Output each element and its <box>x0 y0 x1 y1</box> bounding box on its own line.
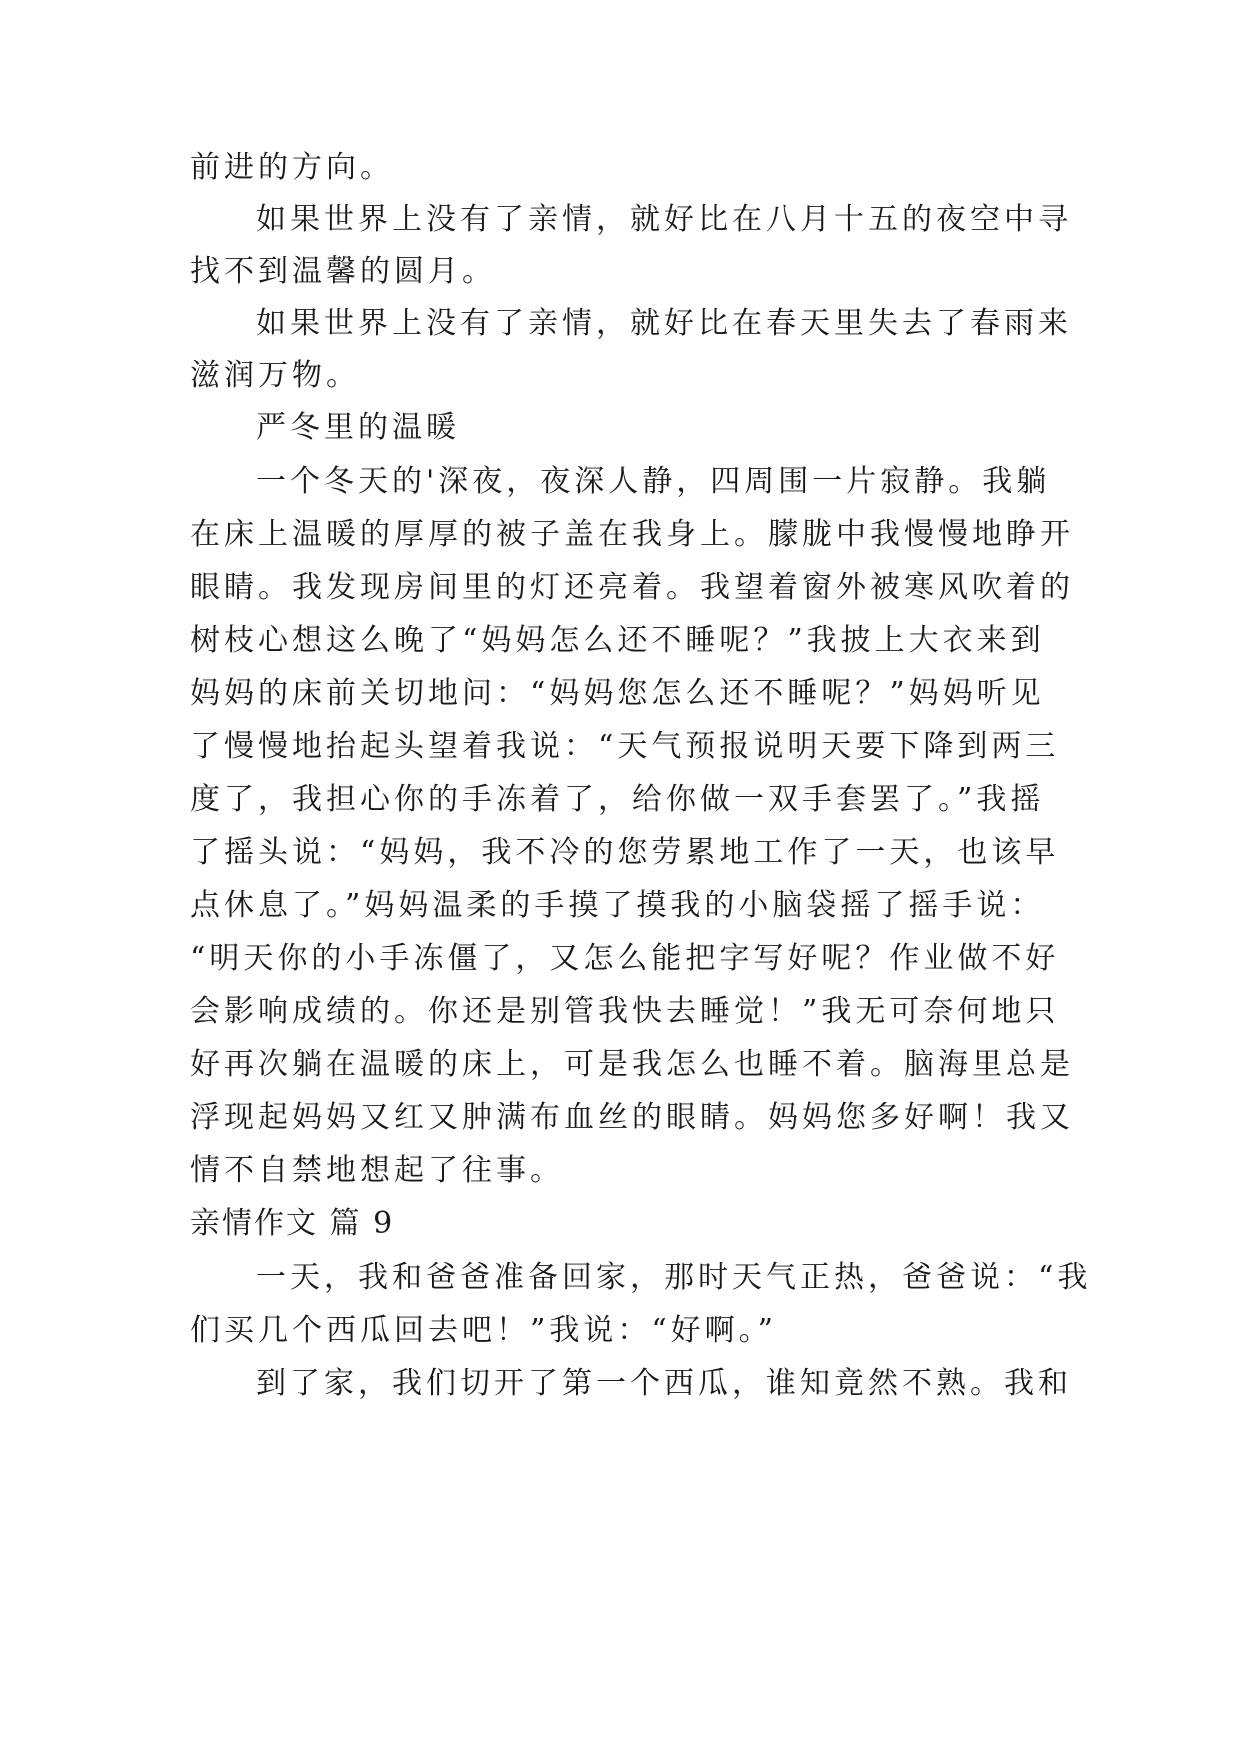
paragraph-line: 前进的方向。 <box>190 150 394 185</box>
paragraph-line: 了摇头说：“妈妈，我不冷的您劳累地工作了一天，也该早 <box>190 835 1060 870</box>
paragraph-line: 找不到温馨的圆月。 <box>190 254 496 289</box>
paragraph-line: 了慢慢地抬起头望着我说：“天气预报说明天要下降到两三 <box>190 729 1060 764</box>
paragraph-line: 们买几个西瓜回去吧！”我说：“好啊。” <box>190 1313 778 1348</box>
paragraph-line: 浮现起妈妈又红又肿满布血丝的眼睛。妈妈您多好啊！我又 <box>190 1100 1074 1135</box>
paragraph-line: 好再次躺在温暖的床上，可是我怎么也睡不着。脑海里总是 <box>190 1047 1074 1082</box>
article-heading: 亲情作文 篇 9 <box>190 1206 395 1241</box>
paragraph-line: 度了，我担心你的手冻着了，给你做一双手套罢了。”我摇 <box>190 782 1045 817</box>
paragraph-line: 一天，我和爸爸准备回家，那时天气正热，爸爸说：“我 <box>256 1260 1092 1295</box>
paragraph-line: 滋润万物。 <box>190 358 360 393</box>
paragraph-line: 点休息了。”妈妈温柔的手摸了摸我的小脑袋摇了摇手说： <box>190 888 1045 923</box>
paragraph-line: 树枝心想这么晚了“妈妈怎么还不睡呢？”我披上大衣来到 <box>190 623 1045 658</box>
paragraph-line: 在床上温暖的厚厚的被子盖在我身上。朦胧中我慢慢地睁开 <box>190 517 1074 552</box>
section-title: 严冬里的温暖 <box>256 410 460 445</box>
paragraph-line: 如果世界上没有了亲情，就好比在春天里失去了春雨来 <box>256 306 1072 341</box>
paragraph-line: 会影响成绩的。你还是别管我快去睡觉！”我无可奈何地只 <box>190 994 1060 1029</box>
paragraph-line: 如果世界上没有了亲情，就好比在八月十五的夜空中寻 <box>256 202 1072 237</box>
paragraph-line: 眼睛。我发现房间里的灯还亮着。我望着窗外被寒风吹着的 <box>190 570 1074 605</box>
paragraph-line: 情不自禁地想起了往事。 <box>190 1153 564 1188</box>
paragraph-line: 妈妈的床前关切地问：“妈妈您怎么还不睡呢？”妈妈听见 <box>190 676 1045 711</box>
paragraph-line: 一个冬天的'深夜，夜深人静，四周围一片寂静。我躺 <box>256 464 1051 499</box>
paragraph-line: 到了家，我们切开了第一个西瓜，谁知竟然不熟。我和 <box>256 1366 1072 1401</box>
paragraph-line: “明天你的小手冻僵了，又怎么能把字写好呢？作业做不好 <box>190 941 1060 976</box>
